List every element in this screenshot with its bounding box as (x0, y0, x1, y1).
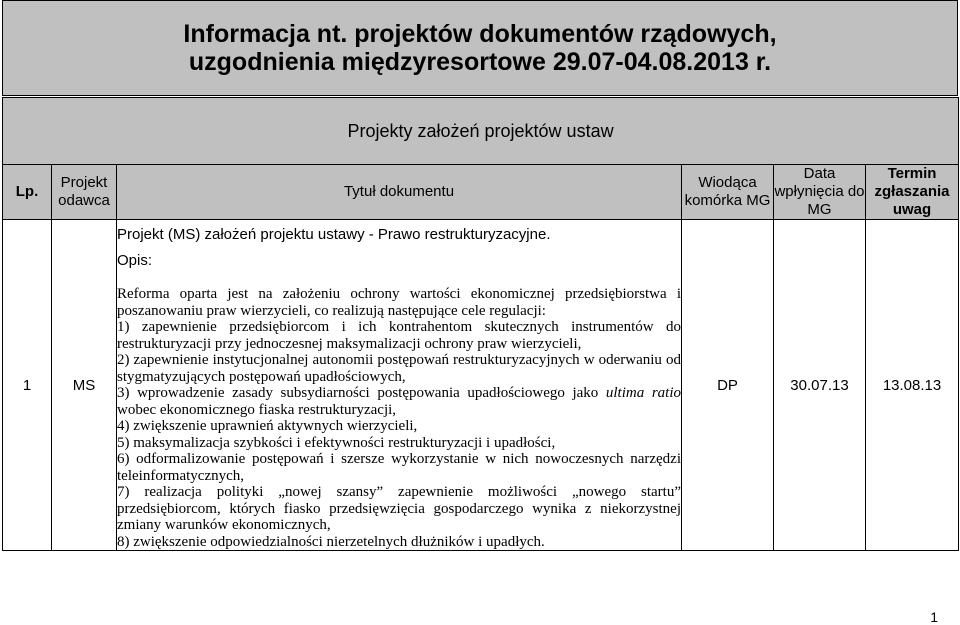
row-lead-unit: DP (682, 220, 774, 551)
column-comment-deadline: Termin zgłaszania uwag (866, 165, 959, 220)
column-received-date: Data wpłynięcia do MG (774, 165, 865, 218)
section-title: Projekty założeń projektów ustaw (3, 98, 959, 165)
page-number: 1 (930, 609, 938, 625)
description-item: 4) zwiększenie uprawnień aktywnych wierzycieli, (117, 418, 418, 434)
description-label: Opis: (117, 252, 153, 269)
column-header-row (3, 165, 959, 220)
item3-italic-term: ultima ratio (605, 385, 681, 401)
projects-table (2, 97, 959, 551)
column-lead-unit: Wiodąca komórka MG (682, 165, 774, 220)
description-intro: Reforma oparta jest na założeniu ochrony wartości ekonomicznej przedsiębiorstwa i poszanowaniu praw wierzycieli, co realizują następujące cele regulacji: (117, 286, 681, 319)
section-header-row (3, 98, 959, 165)
column-lp: Lp. (3, 165, 52, 220)
column-author: Projekt odawca (52, 165, 117, 220)
header-title-line-2: uzgodnienia międzyresortowe 29.07-04.08.2013 r. (188, 48, 772, 76)
item3-text-end: wobec ekonomicznego fiaska restrukturyzacji, (117, 401, 397, 418)
description-item: 7) realizacja polityki „nowej szansy” zapewnienie możliwości „nowego startu” przedsiębiorcom, których fiasko przedsięwzięcia gospodarczego wynika z niekorzystnej zmiany warunków ekonomicznych, (117, 484, 681, 533)
description-item (117, 385, 681, 418)
description-item: 5) maksymalizacja szybkości i efektywności restrukturyzacji i upadłości, (117, 434, 556, 451)
description (117, 286, 681, 550)
row-comment-deadline: 13.08.13 (866, 220, 959, 551)
header-title-line-1: Informacja nt. projektów dokumentów rządowych, (183, 20, 777, 48)
row-received-date: 30.07.13 (774, 220, 866, 551)
description-item: 8) zwiększenie odpowiedzialności nierzetelnych dłużników i upadłych. (117, 533, 545, 550)
item3-text-start: 3) wprowadzenie zasady subsydiarności postępowania upadłościowego jako (117, 385, 606, 401)
description-item: 2) zapewnienie instytucjonalnej autonomii postępowań restrukturyzacyjnych w oderwaniu od stygmatyzujących postępowań upadłościowych, (117, 352, 681, 385)
column-title: Tytuł dokumentu (117, 165, 682, 220)
table-row (3, 220, 959, 551)
document-title: Projekt (MS) założeń projektu ustawy - Prawo restrukturyzacyjne. (117, 226, 551, 243)
description-item: 1) zapewnienie przedsiębiorcom i ich kontrahentom skutecznych instrumentów do restrukturyzacji przy jednoczesnej maksymalizacji ochrony praw wierzycieli, (117, 319, 681, 352)
row-lp: 1 (3, 220, 52, 551)
document-header (2, 0, 958, 96)
row-content (117, 220, 682, 551)
row-author: MS (52, 220, 117, 551)
description-item: 6) odformalizowanie postępowań i szersze wykorzystanie w nich nowoczesnych narzędzi teleinformatycznych, (117, 451, 681, 484)
